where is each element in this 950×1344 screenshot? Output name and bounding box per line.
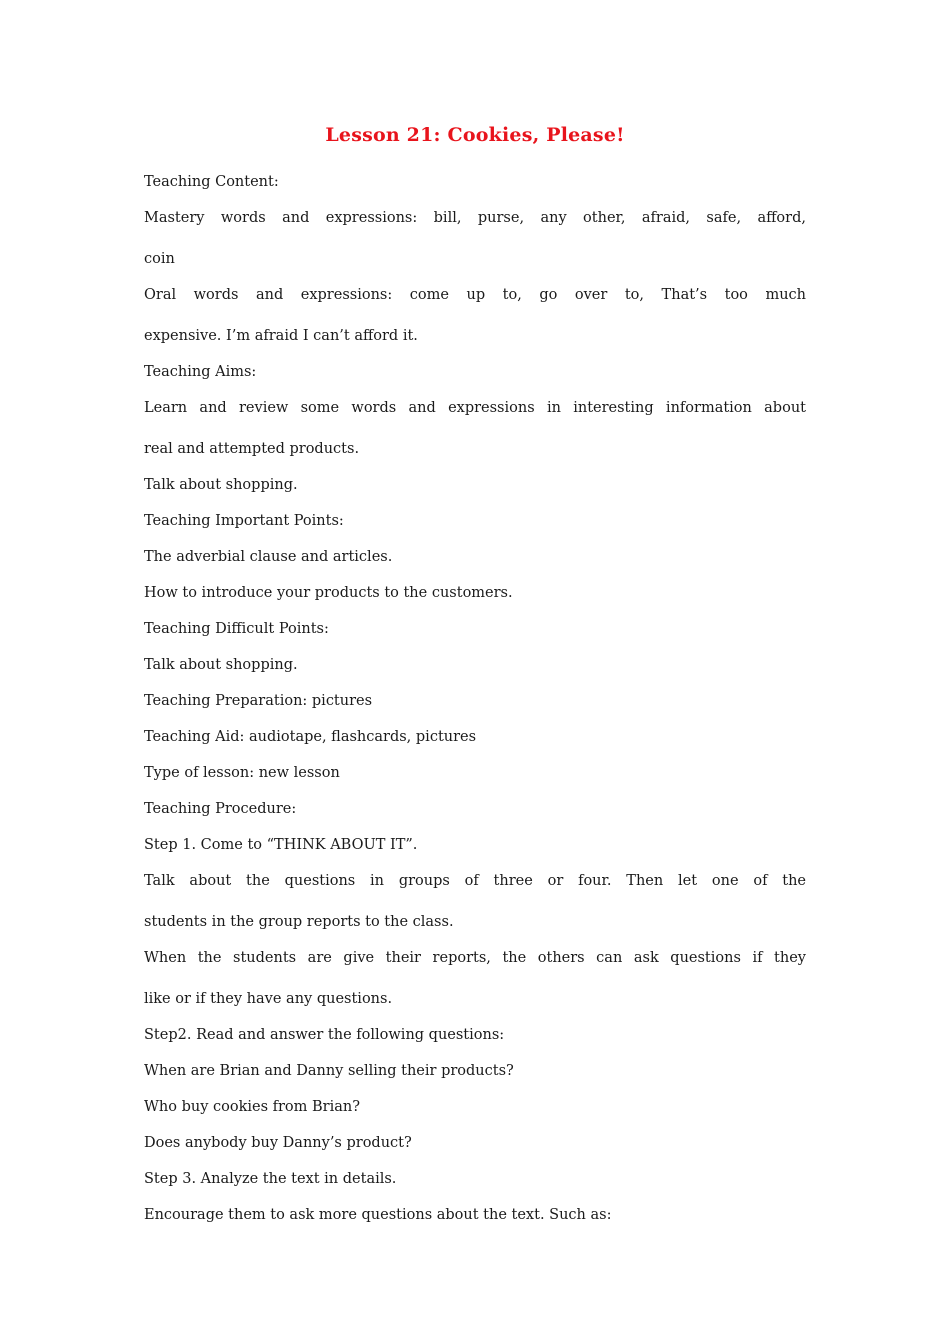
- question-line: Does anybody buy Danny’s product?: [144, 1135, 412, 1151]
- text-line: Type of lesson: new lesson: [144, 765, 340, 781]
- heading-important-points: Teaching Important Points:: [144, 513, 344, 529]
- heading-teaching-content: Teaching Content:: [144, 174, 279, 190]
- text-line: How to introduce your products to the customers.: [144, 585, 513, 601]
- text-line: When the students are give their reports, the others can ask questions if they: [144, 950, 806, 966]
- text-line: real and attempted products.: [144, 441, 360, 457]
- text-line: Talk about shopping.: [144, 657, 298, 673]
- lesson-title: Lesson 21: Cookies, Please!: [325, 124, 625, 146]
- step-1-line: Step 1. Come to “THINK ABOUT IT”.: [144, 837, 418, 853]
- question-line: When are Brian and Danny selling their products?: [144, 1063, 514, 1079]
- step-3-line: Step 3. Analyze the text in details.: [144, 1171, 397, 1187]
- text-line: expensive. I’m afraid I can’t afford it.: [144, 328, 418, 344]
- question-line: Who buy cookies from Brian?: [144, 1099, 361, 1115]
- document-body: [144, 164, 806, 1233]
- text-line: Talk about the questions in groups of three or four. Then let one of the: [144, 873, 806, 889]
- heading-teaching-procedure: Teaching Procedure:: [144, 801, 297, 817]
- text-line: students in the group reports to the class.: [144, 914, 454, 930]
- text-line: like or if they have any questions.: [144, 991, 393, 1007]
- heading-difficult-points: Teaching Difficult Points:: [144, 621, 329, 637]
- heading-teaching-aims: Teaching Aims:: [144, 364, 257, 380]
- text-line: Teaching Preparation: pictures: [144, 693, 373, 709]
- text-line: coin: [144, 251, 175, 267]
- text-line: Teaching Aid: audiotape, flashcards, pictures: [144, 729, 477, 745]
- text-line: Encourage them to ask more questions about the text. Such as:: [144, 1207, 612, 1223]
- text-line: Oral words and expressions: come up to, go over to, That’s too much: [144, 287, 806, 303]
- text-line: Talk about shopping.: [144, 477, 298, 493]
- text-line: Learn and review some words and expressions in interesting information about: [144, 400, 806, 416]
- text-line: Mastery words and expressions: bill, purse, any other, afraid, safe, afford,: [144, 210, 806, 226]
- step-2-line: Step2. Read and answer the following questions:: [144, 1027, 505, 1043]
- text-line: The adverbial clause and articles.: [144, 549, 393, 565]
